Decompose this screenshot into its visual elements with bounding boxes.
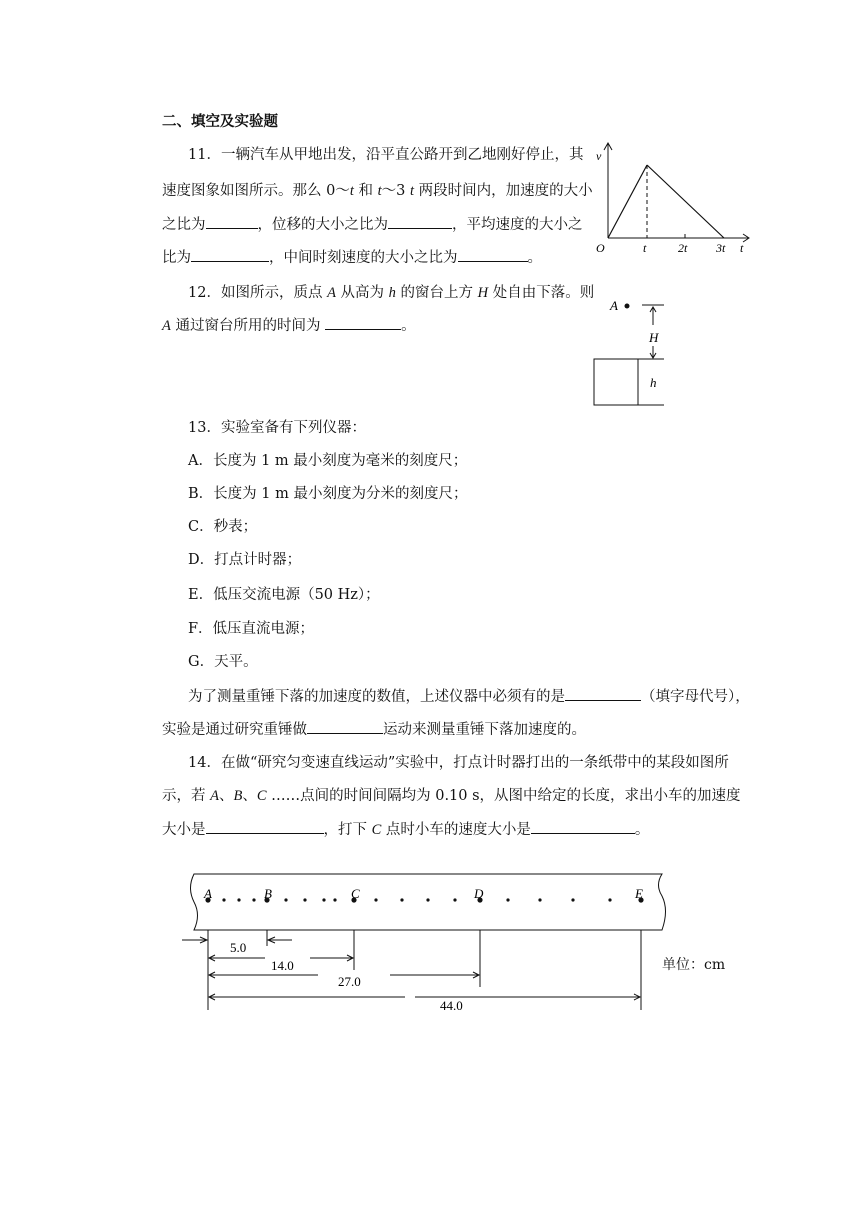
q14-line2: 示，若 A、B、C ……点间的时间间隔均为 0.10 s，从图中给定的长度，求出小车的加速度	[162, 788, 741, 804]
graph-tick-2t: 2t	[678, 241, 688, 255]
q13-option-a: A．长度为 1 m 最小刻度为毫米的刻度尺；	[188, 453, 468, 469]
q14-line1: 14．在做“研究匀变速直线运动”实验中，打点计时器打出的一条纸带中的某段如图所	[188, 755, 729, 771]
graph-v-label: v	[596, 149, 602, 163]
q13-option-c: C．秒表；	[188, 519, 258, 535]
graph-origin-label: O	[596, 241, 605, 255]
tape-label-b: B	[264, 886, 272, 901]
q13-intro: 13．实验室备有下列仪器：	[188, 420, 366, 436]
tape-label-d: D	[474, 886, 484, 901]
point-a-dot	[625, 304, 630, 309]
section-title: 二、填空及实验题	[162, 114, 278, 130]
q13-option-g: G．天平。	[188, 654, 258, 670]
q11-blank-displacement-ratio[interactable]	[388, 214, 452, 229]
q11-velocity-graph	[588, 138, 758, 263]
tape-dim-5: 5.0	[230, 940, 247, 955]
q13-line2: 实验是通过研究重锤做 运动来测量重锤下落加速度的。	[162, 719, 586, 740]
tape-label-c: C	[351, 886, 360, 901]
q11-blank-accel-ratio[interactable]	[206, 214, 258, 229]
tape-label-a: A	[204, 886, 212, 901]
q12-window-figure	[590, 290, 675, 410]
tape-label-e: E	[635, 886, 643, 901]
height-H-label: H	[649, 330, 659, 345]
q14-paper-tape-figure	[170, 860, 740, 1020]
q14-blank-velocity-c[interactable]	[531, 819, 635, 834]
graph-tick-3t: 3t	[716, 241, 726, 255]
q13-line1: 为了测量重锤下落的加速度的数值，上述仪器中必须有的是 （填字母代号），	[188, 686, 750, 707]
q11-blank-avg-velocity-ratio[interactable]	[191, 247, 269, 262]
tape-dim-14: 14.0	[271, 958, 294, 973]
graph-tick-t: t	[643, 241, 647, 255]
tape-unit-label: 单位：cm	[662, 957, 726, 973]
q12-line2: A 通过窗台所用的时间为 。	[162, 315, 416, 336]
q11-line1: 11．一辆汽车从甲地出发，沿平直公路开到乙地刚好停止，其	[188, 147, 584, 163]
q13-option-b: B．长度为 1 m 最小刻度为分米的刻度尺；	[188, 486, 468, 502]
q11-blank-mid-velocity-ratio[interactable]	[458, 247, 528, 262]
q14-line3: 大小是 ，打下 C 点时小车的速度大小是 。	[162, 819, 649, 840]
q13-blank-motion[interactable]	[307, 719, 383, 734]
q13-blank-instruments[interactable]	[565, 686, 641, 701]
q13-option-e: E．低压交流电源（50 Hz）；	[188, 587, 380, 603]
q12-blank-time[interactable]	[325, 315, 401, 330]
tape-dim-27: 27.0	[338, 974, 361, 989]
window-box	[594, 359, 638, 405]
tape-dim-44: 44.0	[440, 998, 463, 1013]
q11-line4: 比为 ，中间时刻速度的大小之比为 。	[162, 247, 542, 268]
q12-line1: 12．如图所示，质点 A 从高为 h 的窗台上方 H 处自由下落。则	[188, 285, 595, 301]
graph-t-axis-label: t	[740, 241, 744, 255]
q11-line3: 之比为 ，位移的大小之比为 ，平均速度的大小之	[162, 214, 583, 235]
q13-option-f: F．低压直流电源；	[188, 621, 315, 637]
q11-line2: 速度图象如图所示。那么 0～t 和 t～3 t 两段时间内，加速度的大小	[162, 183, 593, 199]
height-h-label: h	[650, 375, 657, 390]
q13-option-d: D．打点计时器；	[188, 552, 302, 568]
q14-blank-acceleration[interactable]	[206, 819, 324, 834]
point-a-label: A	[610, 298, 618, 313]
